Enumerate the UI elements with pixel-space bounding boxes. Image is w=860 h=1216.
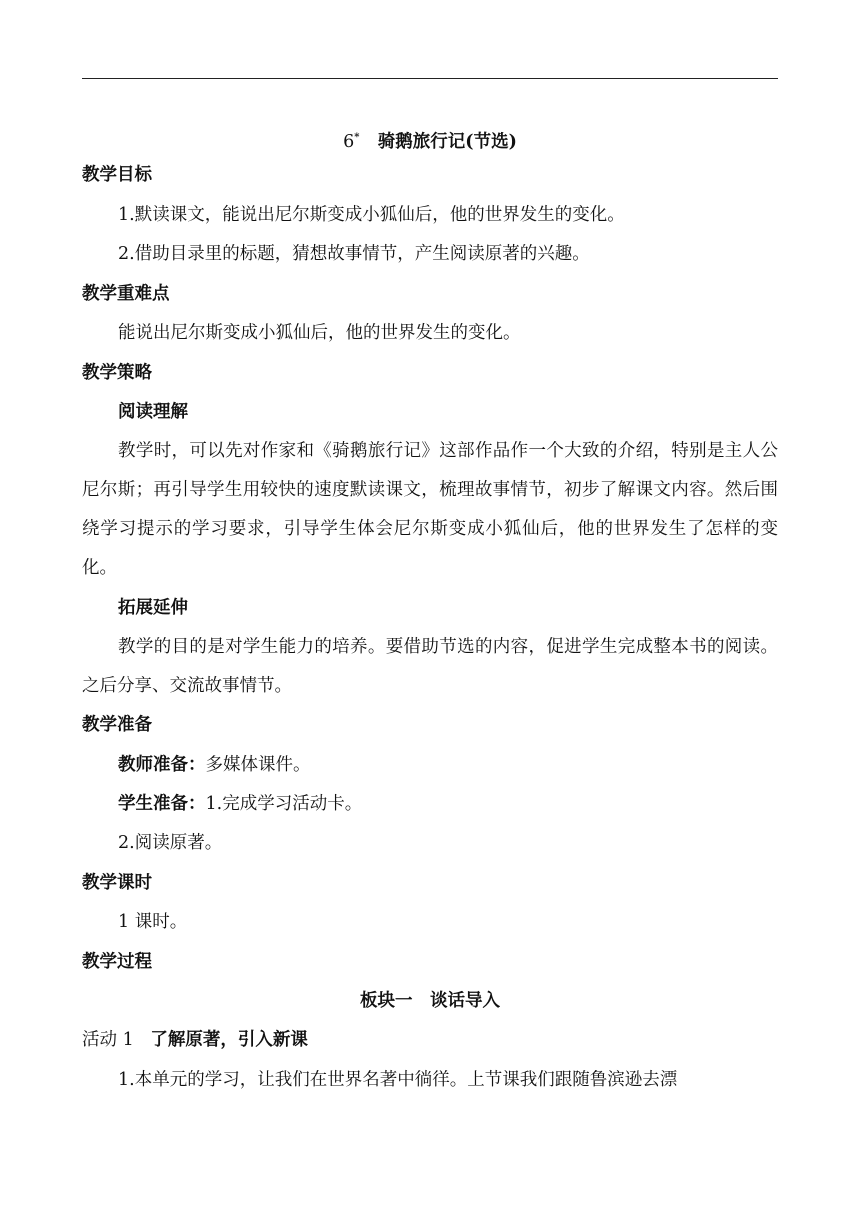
- extension-subheading: 拓展延伸: [118, 598, 188, 618]
- key-points-heading: 教学重难点: [82, 284, 170, 304]
- objective-1: 1.默读课文，能说出尼尔斯变成小狐仙后，他的世界发生的变化。: [118, 205, 625, 225]
- student-prep-label: 学生准备：: [118, 794, 206, 814]
- periods-text: 1 课时。: [118, 912, 188, 932]
- block-title: 板块一 谈话导入: [360, 991, 500, 1011]
- lesson-title-text: 骑鹅旅行记(节选): [377, 131, 517, 152]
- lesson-number: 6: [343, 131, 355, 152]
- activity-title: 了解原著，引入新课: [150, 1030, 308, 1050]
- teacher-prep-label: 教师准备：: [118, 755, 206, 775]
- student-prep-text-1: 1.完成学习活动卡。: [205, 794, 363, 814]
- periods-heading: 教学课时: [82, 873, 152, 893]
- student-preparation: [118, 785, 778, 824]
- activity-paragraph: 1.本单元的学习，让我们在世界名著中徜徉。上节课我们跟随鲁滨逊去漂: [118, 1070, 678, 1090]
- student-prep-text-2: 2.阅读原著。: [118, 833, 223, 853]
- extension-paragraph: 教学的目的是对学生能力的培养。要借助节选的内容，促进学生完成整本书的阅读。之后分享、交流故事情节。: [82, 637, 778, 696]
- key-points-text: 能说出尼尔斯变成小狐仙后，他的世界发生的变化。: [118, 323, 521, 343]
- preparation-heading: 教学准备: [82, 715, 152, 735]
- teacher-preparation: [118, 746, 778, 785]
- header-rule: [82, 78, 778, 79]
- strategy-heading: 教学策略: [82, 363, 152, 383]
- teacher-prep-text: 多媒体课件。: [205, 755, 311, 775]
- process-heading: 教学过程: [82, 952, 152, 972]
- activity-label: 活动 1: [82, 1030, 134, 1050]
- activity-title-line: [82, 1021, 778, 1060]
- reading-subheading: 阅读理解: [118, 402, 188, 422]
- lesson-number-mark: *: [354, 132, 360, 143]
- reading-paragraph: 教学时，可以先对作家和《骑鹅旅行记》这部作品作一个大致的介绍，特别是主人公尼尔斯；再引导学生用较快的速度默读课文，梳理故事情节，初步了解课文内容。然后围绕学习提示的学习要求，引导学生体会尼尔斯变成小狐仙后，他的世界发生了怎样的变化。: [82, 441, 778, 578]
- objective-2: 2.借助目录里的标题，猜想故事情节，产生阅读原著的兴趣。: [118, 244, 590, 264]
- objectives-heading: 教学目标: [82, 165, 152, 185]
